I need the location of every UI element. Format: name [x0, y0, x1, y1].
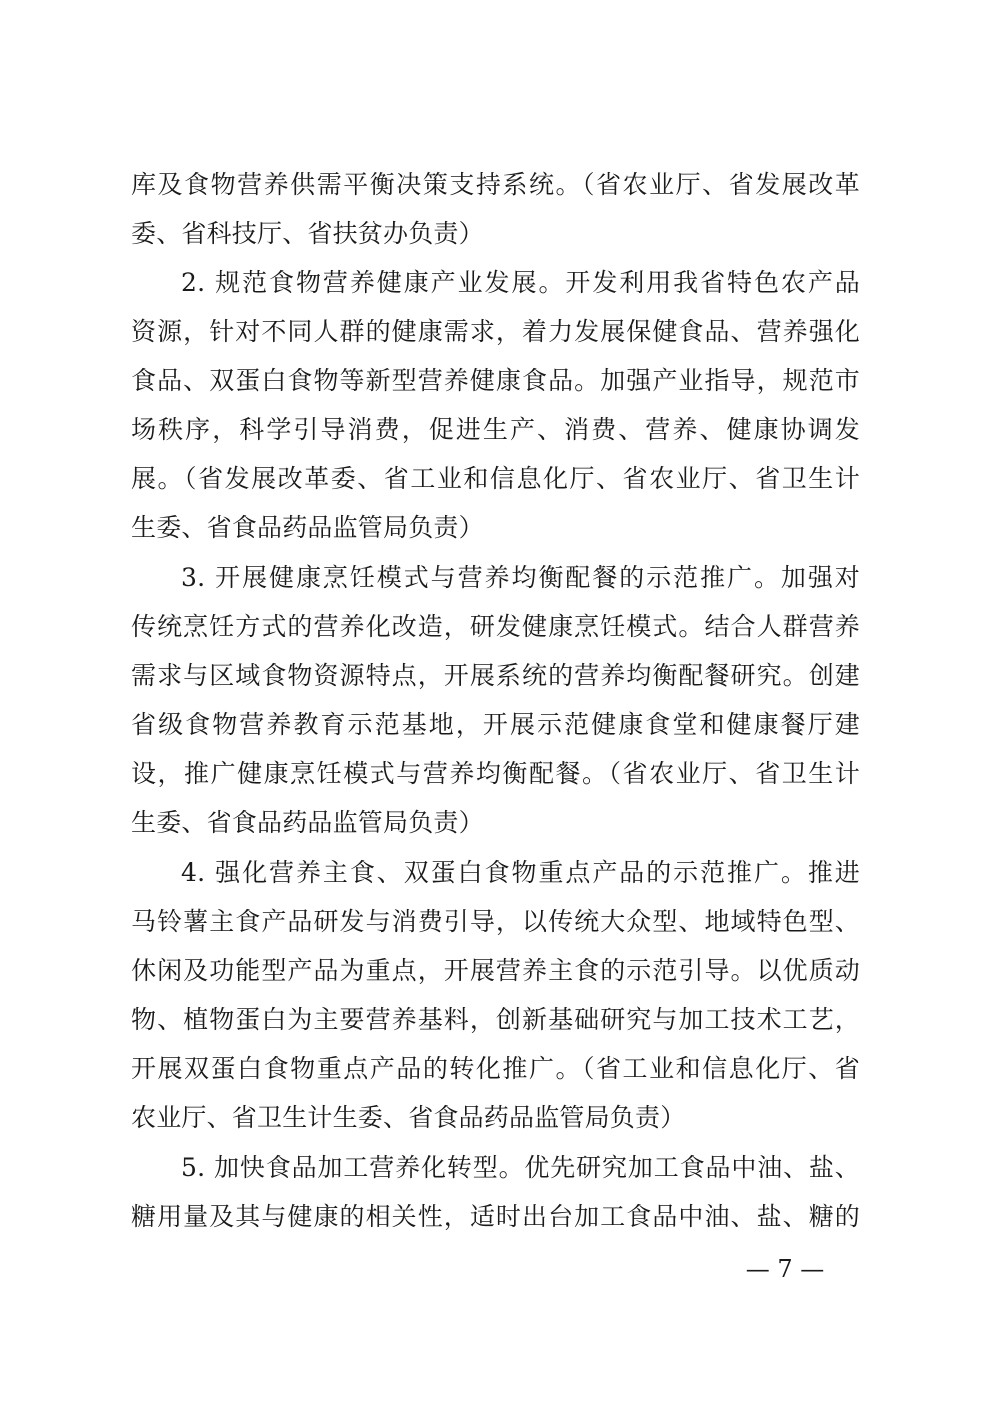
text-line: 展。（省发展改革委、省工业和信息化厅、省农业厅、省卫生计 [131, 464, 860, 493]
text-line: 设，推广健康烹饪模式与营养均衡配餐。（省农业厅、省卫生计 [131, 759, 860, 788]
text-line: 物、植物蛋白为主要营养基料，创新基础研究与加工技术工艺， [131, 1005, 860, 1034]
text-line: 休闲及功能型产品为重点，开展营养主食的示范引导。以优质动 [131, 956, 860, 985]
text-line: 库及食物营养供需平衡决策支持系统。（省农业厅、省发展改革 [131, 170, 860, 199]
paragraph-4-first-line: 4. 强化营养主食、双蛋白食物重点产品的示范推广。推进 [181, 858, 860, 887]
text-line: 省级食物营养教育示范基地，开展示范健康食堂和健康餐厅建 [131, 710, 860, 739]
text-line: 委、省科技厅、省扶贫办负责） [131, 219, 484, 248]
text-line: 资源，针对不同人群的健康需求，着力发展保健食品、营养强化 [131, 317, 860, 346]
text-line: 生委、省食品药品监管局负责） [131, 513, 484, 542]
page-number: — 7 — [745, 1255, 825, 1283]
paragraph-5-first-line: 5. 加快食品加工营养化转型。优先研究加工食品中油、盐、 [181, 1153, 860, 1182]
text-line: 农业厅、省卫生计生委、省食品药品监管局负责） [131, 1103, 686, 1132]
paragraph-2-first-line: 2. 规范食物营养健康产业发展。开发利用我省特色农产品 [181, 268, 860, 297]
paragraph-3-first-line: 3. 开展健康烹饪模式与营养均衡配餐的示范推广。加强对 [181, 563, 860, 592]
text-line: 糖用量及其与健康的相关性，适时出台加工食品中油、盐、糖的 [131, 1202, 860, 1231]
text-line: 需求与区域食物资源特点，开展系统的营养均衡配餐研究。创建 [131, 661, 860, 690]
text-line: 马铃薯主食产品研发与消费引导，以传统大众型、地域特色型、 [131, 907, 860, 936]
text-line: 开展双蛋白食物重点产品的转化推广。（省工业和信息化厅、省 [131, 1054, 860, 1083]
text-line: 场秩序，科学引导消费，促进生产、消费、营养、健康协调发 [131, 415, 860, 444]
text-line: 传统烹饪方式的营养化改造，研发健康烹饪模式。结合人群营养 [131, 612, 860, 641]
text-line: 生委、省食品药品监管局负责） [131, 808, 484, 837]
text-line: 食品、双蛋白食物等新型营养健康食品。加强产业指导，规范市 [131, 366, 860, 395]
